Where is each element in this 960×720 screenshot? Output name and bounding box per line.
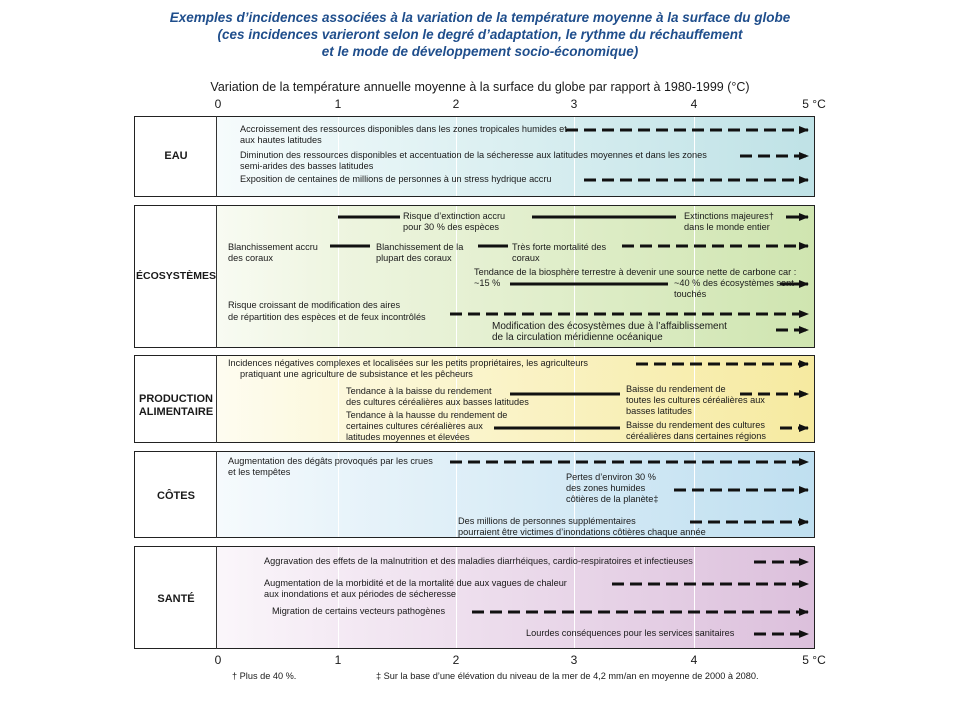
- eco-item-9-l2: de la circulation méridienne océanique: [492, 332, 663, 343]
- eco-item-2-l1: Extinctions majeures†: [684, 211, 774, 221]
- tick-top-4: 4: [690, 97, 698, 111]
- tick-bottom-1: 1: [334, 653, 342, 667]
- sante-item-2-l1: Augmentation de la morbidité et de la mortalité due aux vagues de chaleur: [264, 578, 567, 588]
- tick-top-3: 3: [570, 97, 578, 111]
- eau-item-1-l2: aux hautes latitudes: [240, 135, 322, 145]
- eau-item-3-l1: Exposition de centaines de millions de personnes à un stress hydrique accru: [240, 174, 552, 184]
- eco-item-7-l1: ~40 % des écosystèmes sont: [674, 278, 794, 288]
- tick-top-5: 5 °C: [802, 97, 826, 111]
- footnote-dagger: † Plus de 40 %.: [232, 671, 297, 681]
- cotes-item-1-l2: et les tempêtes: [228, 467, 291, 477]
- eco-item-8-l1: Risque croissant de modification des aires: [228, 300, 401, 310]
- eco-item-9-l1: Modification des écosystèmes due à l’affaiblissement: [492, 321, 727, 332]
- tick-bottom-3: 3: [570, 653, 578, 667]
- production-label-2: ALIMENTAIRE: [138, 406, 214, 418]
- eco-item-8-l2: de répartition des espèces et de feux incontrôlés: [228, 312, 426, 322]
- prod-item-1-l2: pratiquant une agriculture de subsistance et les pêcheurs: [240, 369, 473, 379]
- eau-item-2-l1: Diminution des ressources disponibles et accentuation de la sécheresse aux latitudes moyennes et dans les zones: [240, 150, 707, 160]
- sante-label: SANTÉ: [157, 593, 195, 605]
- eco-item-7-l2: touchés: [674, 289, 707, 299]
- sante-item-2-l2: aux inondations et aux périodes de sécheresse: [264, 589, 457, 599]
- prod-item-3-l3: basses latitudes: [626, 406, 692, 416]
- eau-item-1-l1: Accroissement des ressources disponibles dans les zones tropicales humides et: [240, 124, 567, 134]
- sante-item-3-l1: Migration de certains vecteurs pathogènes: [272, 606, 446, 616]
- cotes-item-2-l2: des zones humides: [566, 483, 646, 493]
- prod-item-4-l3: latitudes moyennes et élevées: [346, 432, 470, 442]
- eco-item-1-l2: pour 30 % des espèces: [403, 222, 500, 232]
- eco-item-2-l2: dans le monde entier: [684, 222, 770, 232]
- cotes-label: CÔTES: [157, 490, 195, 502]
- prod-item-1-l1: Incidences négatives complexes et localisées sur les petits propriétaires, les agriculteurs: [228, 358, 589, 368]
- axis-title: Variation de la température annuelle moyenne à la surface du globe par rapport à 1980-1999 (°C): [210, 80, 750, 94]
- main-title: Exemples d’incidences associées à la variation de la température moyenne à la surface du globe: [169, 10, 791, 25]
- cotes-item-3-l2: pourraient être victimes d’inondations côtières chaque année: [458, 527, 706, 537]
- footnote-ddagger: ‡ Sur la base d’une élévation du niveau de la mer de 4,2 mm/an en moyenne de 2000 à 2080.: [376, 671, 759, 681]
- production-label-1: PRODUCTION: [139, 393, 213, 405]
- prod-item-2-l1: Tendance à la baisse du rendement: [346, 386, 492, 396]
- eco-item-4-l1: Blanchissement de la: [376, 242, 464, 252]
- cotes-item-2-l3: côtières de la planète‡: [566, 494, 659, 504]
- prod-item-3-l2: toutes les cultures céréalières aux: [626, 395, 765, 405]
- prod-item-3-l1: Baisse du rendement de: [626, 384, 726, 394]
- subtitle-line-1: (ces incidences varieront selon le degré d’adaptation, le rythme du réchauffement: [217, 27, 743, 42]
- cotes-item-3-l1: Des millions de personnes supplémentaires: [458, 516, 636, 526]
- tick-bottom-4: 4: [690, 653, 698, 667]
- eco-item-1-l1: Risque d’extinction accru: [403, 211, 506, 221]
- eco-item-6-l1: Tendance de la biosphère terrestre à devenir une source nette de carbone car :: [474, 267, 797, 277]
- eco-item-3-l2: des coraux: [228, 253, 273, 263]
- prod-item-5-l2: céréalières dans certaines régions: [626, 431, 766, 441]
- sante-item-4-l1: Lourdes conséquences pour les services sanitaires: [526, 628, 735, 638]
- prod-item-2-l2: des cultures céréalières aux basses latitudes: [346, 397, 529, 407]
- sante-item-1-l1: Aggravation des effets de la malnutrition et des maladies diarrhéiques, cardio-respiratoires et infectieuses: [264, 556, 693, 566]
- tick-top-2: 2: [452, 97, 460, 111]
- prod-item-4-l2: certaines cultures céréalières aux: [346, 421, 483, 431]
- cotes-item-1-l1: Augmentation des dégâts provoqués par les crues: [228, 456, 433, 466]
- subtitle-line-2: et le mode de développement socio-économique): [321, 44, 639, 59]
- eau-label: EAU: [164, 150, 188, 162]
- tick-top-1: 1: [334, 97, 342, 111]
- ecosystemes-label: ÉCOSYSTÈMES: [136, 270, 216, 282]
- tick-bottom-2: 2: [452, 653, 460, 667]
- eco-item-6-l2: ~15 %: [474, 278, 501, 288]
- prod-item-5-l1: Baisse du rendement des cultures: [626, 420, 765, 430]
- tick-top-0: 0: [214, 97, 222, 111]
- eco-item-3-l1: Blanchissement accru: [228, 242, 318, 252]
- tick-bottom-5: 5 °C: [802, 653, 826, 667]
- eco-item-4-l2: plupart des coraux: [376, 253, 452, 263]
- eco-item-5-l1: Très forte mortalité des: [512, 242, 607, 252]
- prod-item-4-l1: Tendance à la hausse du rendement de: [346, 410, 508, 420]
- tick-bottom-0: 0: [214, 653, 222, 667]
- eau-item-2-l2: semi-arides des basses latitudes: [240, 161, 374, 171]
- eco-item-5-l2: coraux: [512, 253, 540, 263]
- cotes-item-2-l1: Pertes d’environ 30 %: [566, 472, 656, 482]
